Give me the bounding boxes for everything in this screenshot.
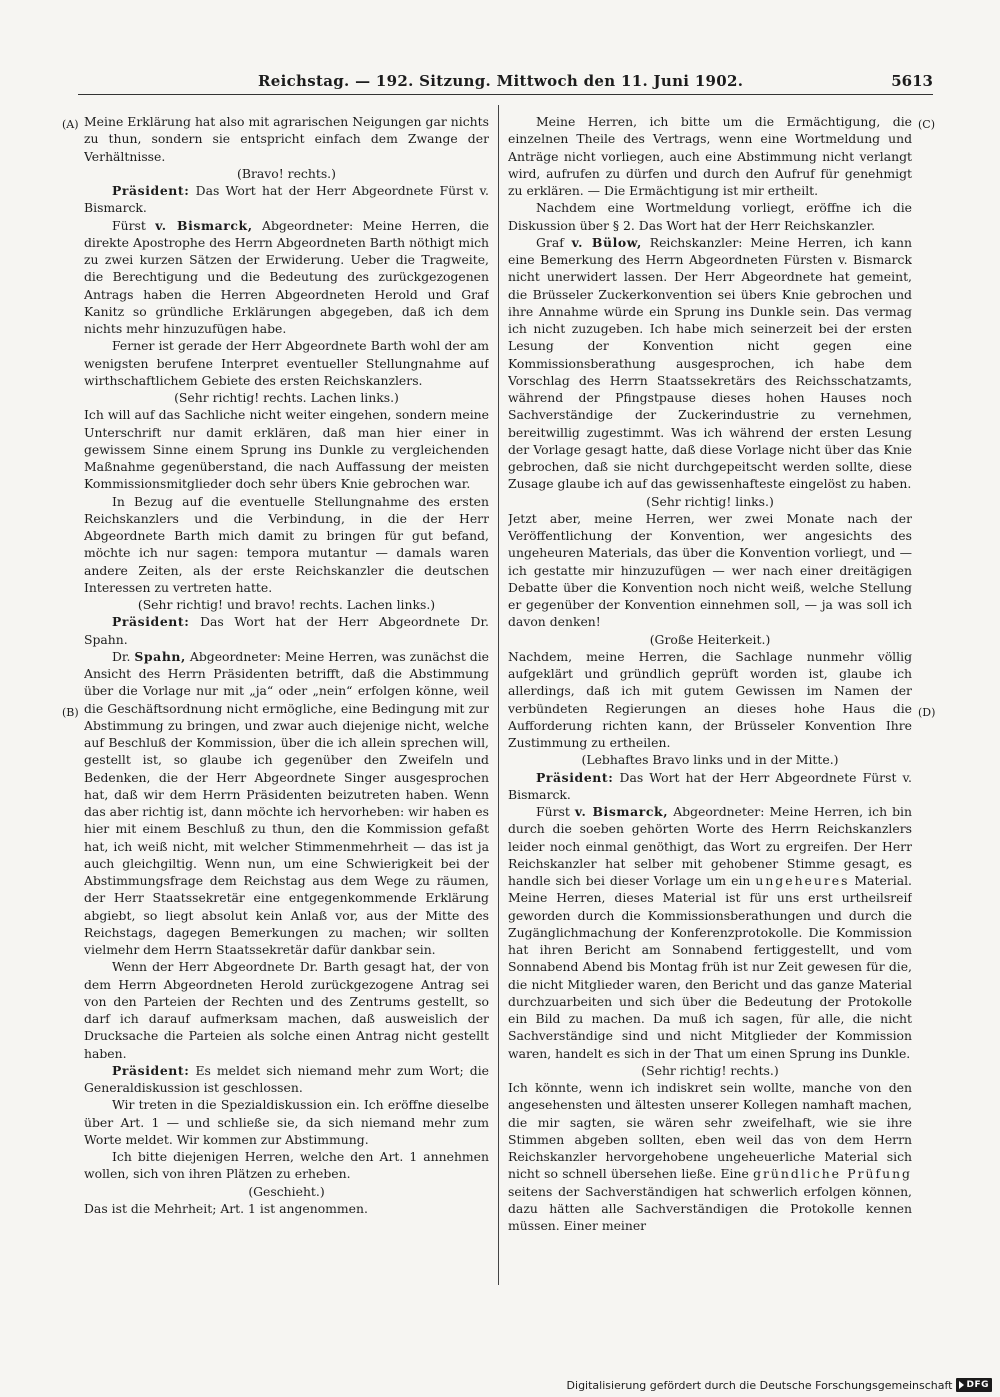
- paragraph: [84, 182, 489, 217]
- speaker-title: Fürst: [112, 217, 156, 233]
- speech-text: Es meldet sich niemand mehr zum Wort; die Generaldiskussion ist geschlossen.: [84, 1062, 489, 1095]
- paragraph: [84, 1062, 489, 1097]
- speech-text: Das Wort hat der Herr Abgeordnete Fürst v. Bismarck.: [84, 183, 489, 216]
- speech-text: Ich könnte, wenn ich indiskret sein wollte, manche von den angesehensten und ältesten unserer Kollegen namhaft machen, die mir sagten, sie wären sehr zweifelhaft, wie sie ihre Stimmen abgeben sollten, eben weil das von dem Herrn Reichskanzler hervorgehobene ungeheuerliche Material sich nicht so schnell übersehen ließe. Eine: [508, 1080, 912, 1182]
- paragraph: [84, 648, 489, 959]
- speech-text: Abgeordneter: Meine Herren, die direkte Apostrophe des Herrn Abgeordneten Barth nöthigt mich zu zwei kurzen Sätzen der Erwiderung. Ueber die Tragweite, die Berechtigung und die Bedeutung des zurückgezogenen Antrags haben die Herren Abgeordneten Herold und Graf Kanitz so gründliche Erklärungen abgegeben, daß ich dem nichts mehr hinzuzufügen habe.: [84, 217, 489, 336]
- speech-text: Reichskanzler: Meine Herren, ich kann eine Bemerkung des Herrn Abgeordneten Fürsten v. Bismarck nicht unerwidert lassen. Der Herr Abgeordnete hat gemeint, die Brüsseler Zuckerkonvention sei übers Knie gebrochen und ihre Annahme würde ein Sprung ins Dunkle sein. Das vermag ich nicht zuzugeben. Ich habe mich seinerzeit bei der ersten Lesung der Konvention nicht gegen eine Kommissionsberathung ausgesprochen, ich habe dem Vorschlag des Herrn Staatssekretärs des Reichsschatzamts, während der Pfingstpause dieses hohen Hauses noch Sachverständige der Zuckerindustrie zu vernehmen, bereitwillig zugestimmt. Was ich während der ersten Lesung der Vorlage gesagt hatte, daß diese Vorlage nicht über das Knie gebrochen, daß sie nicht durchgepeitscht werden sollte, diese Zusage glaube ich auf das gewissenhafteste eingelöst zu haben.: [508, 234, 912, 492]
- speaker-name: Präsident:: [112, 183, 190, 198]
- margin-marker-b: (B): [62, 706, 79, 719]
- speaker-title: Fürst: [536, 804, 575, 819]
- speech-text: Das Wort hat der Herr Abgeordnete Fürst v. Bismarck.: [508, 769, 912, 802]
- paragraph: Wir treten in die Spezialdiskussion ein. Ich eröffne dieselbe über Art. 1 — und schließe sie, da sich niemand mehr zum Worte meldet. Wir kommen zur Abstimmung.: [84, 1097, 489, 1147]
- speaker-title: Graf: [536, 234, 572, 250]
- paragraph: [508, 1079, 912, 1234]
- interjection: (Bravo! rechts.): [237, 165, 336, 181]
- arrow-icon: [959, 1381, 964, 1389]
- paragraph: Ich will auf das Sachliche nicht weiter eingehen, sondern meine Unterschrift nur damit erklären, daß man hier einer in gewissem Sinne einem Sprung ins Dunkle zu vergleichenden Maßnahme gegenüberstand, die nach Auffassung der meisten Kommissionsmitglieder doch sehr übers Knie gebrochen war.: [84, 407, 489, 492]
- speaker-name: v. Bülow,: [571, 234, 642, 250]
- speaker-name: v. Bismarck,: [574, 804, 669, 819]
- speaker-title: Dr.: [112, 648, 135, 664]
- emphasized-text: ungeheures: [755, 873, 850, 888]
- speech-text: Abgeordneter: Meine Herren, was zunächst die Ansicht des Herrn Präsidenten betrifft, daß die Abstimmung über die Vorlage nur mit „ja“ oder „nein“ erfolgen könne, weil die Geschäftsordnung nicht ermögliche, eine Bedingung mit zur Abstimmung zu bringen, und zwar auch diejenige nicht, welche auf Beschluß der Kommission, über die ich allein sprechen will, gestellt ist, so glaube ich gegenüber den Zweifeln und Bedenken, die der Herr Abgeordnete Singer ausgesprochen hat, daß wir dem Herrn Präsidenten beizutreten haben. Wenn das aber richtig ist, dann möchte ich hervorheben: wir haben es hier mit einem Beschluß zu thun, den die Kommission gefaßt hat, ich weiß nicht, mit welcher Stimmenmehrheit — das ist ja auch gleichgiltig. Wenn nun, um eine Schwierigkeit bei der Abstimmungsfrage dem Reichstag aus dem Wege zu räumen, der Herr Staatssekretär eine entgegenkommende Erklärung abgiebt, so liegt absolut kein Anlaß vor, aus der Mitte des Reichstags, dagegen Bemerkungen zu machen; wir sollten vielmehr dem Herrn Staatssekretär dafür dankbar sein.: [84, 648, 489, 957]
- paragraph: Jetzt aber, meine Herren, wer zwei Monate nach der Veröffentlichung der Konvention, wer angesichts des ungeheuren Materials, das über die Konvention vorliegt, und — ich gestatte mir hinzuzufügen — wer nach einer dreitägigen Debatte über die Konvention noch nicht weiß, welche Stellung er gegenüber der Konvention einnehmen soll, — ja was soll ich davon denken!: [508, 510, 912, 630]
- header-title: Reichstag. — 192. Sitzung. Mittwoch den 11. Juni 1902.: [258, 72, 744, 90]
- margin-marker-a: (A): [62, 118, 79, 131]
- speech-text: Das Wort hat der Herr Abgeordnete Dr. Spahn.: [84, 614, 489, 647]
- page-header: [78, 70, 933, 95]
- speaker-name: Präsident:: [536, 769, 614, 785]
- speaker-name: Präsident:: [112, 1062, 190, 1078]
- paragraph: [508, 769, 912, 804]
- paragraph: Das ist die Mehrheit; Art. 1 ist angenommen.: [84, 1200, 368, 1216]
- interjection: (Sehr richtig! rechts. Lachen links.): [174, 390, 399, 405]
- emphasized-text: gründliche Prüfung: [753, 1166, 912, 1182]
- speech-text: Material. Meine Herren, dieses Material ist für uns erst urtheilsreif geworden durch die Kommissionsberathungen und durch die Zugänglichmachung der Konferenzprotokolle. Die Kommission hat ihren Bericht am Sonnabend fertiggestellt, und vom Sonnabend Abend bis Montag früh ist nur Zeit gewesen für die, die nicht Mitglieder waren, den Bericht und das ganze Material durchzuarbeiten und sich über die Bedeutung der Protokolle ein Bild zu machen. Da muß ich sagen, für alle, die nicht Sachverständige sind und nicht Mitglieder der Kommission waren, handelt es sich in der That um einen Sprung ins Dunkle.: [508, 873, 912, 1061]
- speech-text: seitens der Sachverständigen hat schwerlich erfolgen können, dazu hätten alle Sachverständigen die Protokolle kennen müssen. Einer meiner: [508, 1183, 912, 1233]
- interjection: (Sehr richtig! links.): [646, 493, 774, 509]
- dfg-logo[interactable]: [956, 1378, 992, 1392]
- speech-text: Abgeordneter: Meine Herren, ich bin durch die soeben gehörten Worte des Herrn Reichskanzlers leider noch einmal genöthigt, das Wort zu ergreifen. Der Herr Reichskanzler hat selber mit gehobener Stimme gesagt, es handle sich bei dieser Vorlage um ein: [508, 804, 912, 888]
- footer: [567, 1378, 992, 1392]
- footer-credit: Digitalisierung gefördert durch die Deutsche Forschungsgemeinschaft: [566, 1378, 953, 1392]
- interjection: (Große Heiterkeit.): [649, 631, 771, 647]
- paragraph: [508, 234, 912, 493]
- paragraph: [84, 217, 489, 338]
- left-column: [84, 113, 489, 1278]
- speaker-name: Präsident:: [112, 614, 190, 630]
- speaker-name: Spahn,: [134, 648, 186, 664]
- interjection: (Lebhaftes Bravo links und in der Mitte.): [581, 752, 839, 768]
- speaker-name: v. Bismarck,: [155, 217, 253, 233]
- paragraph: In Bezug auf die eventuelle Stellungnahme des ersten Reichskanzlers und die Verbindung, in die der Herr Abgeordnete Barth mich damit zu bringen für gut befand, möchte ich nur sagen: tempora mutantur — damals waren andere Zeiten, als der erste Reichskanzler die deutschen Interessen zu vertreten hatte.: [84, 493, 489, 595]
- paragraph: Wenn der Herr Abgeordnete Dr. Barth gesagt hat, der von dem Herrn Abgeordneten Herold zurückgezogene Antrag sei von den Parteien der Rechten und des Zentrums gestellt, so darf ich darauf aufmerksam machen, daß ausweislich der Drucksache die Parteien als solche einen Antrag nicht gestellt haben.: [84, 959, 489, 1061]
- right-column: [508, 113, 912, 1278]
- paragraph: Ich bitte diejenigen Herren, welche den Art. 1 annehmen wollen, sich von ihren Plätzen zu erheben.: [84, 1149, 489, 1182]
- paragraph: [508, 803, 912, 1062]
- page-number: 5613: [891, 72, 933, 90]
- interjection: (Sehr richtig! rechts.): [641, 1062, 779, 1078]
- paragraph: Meine Herren, ich bitte um die Ermächtigung, die einzelnen Theile des Vertrags, wenn eine Wortmeldung und Anträge nicht vorliegen, auch eine Abstimmung nicht verlangt wird, aufrufen zu dürfen und durch den Aufruf für genehmigt zu erklären. — Die Ermächtigung ist mir ertheilt.: [508, 114, 912, 198]
- paragraph: Nachdem, meine Herren, die Sachlage nunmehr völlig aufgeklärt und gründlich geprüft worden ist, glaube ich allerdings, daß ich mit gutem Gewissen im Namen der verbündeten Regierungen an dieses hohe Haus die Aufforderung richten kann, der Brüsseler Konvention Ihre Zustimmung zu ertheilen.: [508, 648, 912, 750]
- interjection: (Geschieht.): [248, 1183, 325, 1199]
- interjection: (Sehr richtig! und bravo! rechts. Lachen links.): [137, 597, 436, 612]
- dfg-logo-text: DFG: [966, 1380, 989, 1390]
- paragraph: Nachdem eine Wortmeldung vorliegt, eröffne ich die Diskussion über § 2. Das Wort hat der Herr Reichskanzler.: [508, 200, 912, 233]
- paragraph: Meine Erklärung hat also mit agrarischen Neigungen gar nichts zu thun, sondern sie entspricht einfach dem Zwange der Verhältnisse.: [84, 114, 489, 164]
- paragraph: Ferner ist gerade der Herr Abgeordnete Barth wohl der am wenigsten berufene Interpret eventueller Stellungnahme auf wirthschaftlichem Gebiete des ersten Reichskanzlers.: [84, 338, 489, 388]
- paragraph: [84, 613, 489, 648]
- margin-marker-d: (D): [918, 706, 936, 719]
- margin-marker-c: (C): [918, 118, 935, 131]
- column-divider: [498, 105, 499, 1285]
